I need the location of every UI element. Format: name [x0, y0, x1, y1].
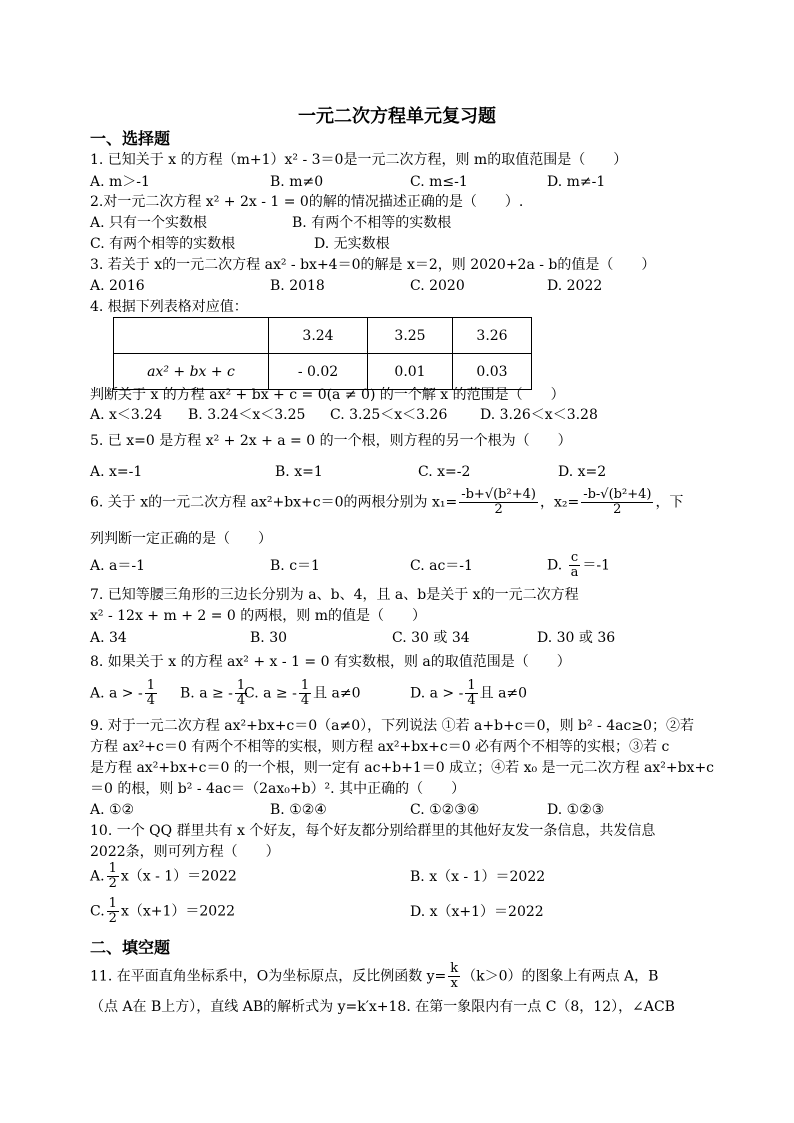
q6-root1 — [459, 488, 538, 517]
q11-line1-pre: 11. 在平面直角坐标系中，O为坐标原点，反比例函数 y= — [90, 968, 447, 985]
table-cell: 0.03 — [453, 354, 532, 390]
q1-option-b: B. m≠0 — [270, 174, 324, 190]
q6-stem-post: ，下 — [655, 494, 684, 511]
q8-c-den: 4 — [300, 693, 310, 708]
q6-option-d — [547, 551, 610, 580]
q10-a-fraction — [107, 862, 119, 891]
q6-option-b: B. c＝1 — [270, 558, 320, 574]
table-cell: 0.01 — [368, 354, 453, 390]
q5-option-b: B. x=1 — [275, 464, 323, 480]
table-cell: 3.25 — [368, 318, 453, 354]
q6-root2-numerator: -b-√(b²+4) — [583, 487, 652, 502]
q5-stem: 5. 已 x=0 是方程 x² + 2x + a = 0 的一个根，则方程的另一个根为（ ） — [90, 433, 572, 449]
q10-option-a — [90, 862, 237, 891]
q9-option-d: D. ①②③ — [547, 802, 605, 818]
table-cell — [114, 318, 269, 354]
q10-c-fraction — [107, 897, 119, 926]
q6-d-denominator: a — [570, 565, 579, 580]
q3-option-b: B. 2018 — [270, 278, 325, 294]
q5-option-d: D. x=2 — [558, 464, 607, 480]
q8-b-pre: B. a ≥ - — [180, 685, 233, 702]
q8-d-pre: D. a > - — [410, 685, 464, 702]
q8-option-d — [410, 679, 527, 708]
q3-option-d: D. 2022 — [547, 278, 603, 294]
q4-option-b: B. 3.24＜x＜3.25 — [188, 407, 306, 423]
q8-option-a — [90, 679, 159, 708]
table-row — [114, 354, 532, 390]
q11-line1 — [90, 962, 658, 991]
q3-stem: 3. 若关于 x的一元二次方程 ax² - bx+4＝0的解是 x＝2，则 2020+2a - b的值是（ ） — [90, 257, 656, 273]
table-cell: ax² + bx + c — [114, 354, 269, 390]
q9-option-b: B. ①②④ — [270, 802, 327, 818]
q6-option-d-fraction — [569, 551, 581, 580]
q10-option-c — [90, 897, 235, 926]
q8-c-pre: C. a ≥ - — [244, 685, 297, 702]
q2-stem: 2.对一元二次方程 x² + 2x - 1 = 0的解的情况描述正确的是（ ）. — [90, 194, 524, 210]
q9-line3: 是方程 ax²+bx+c＝0 的一个根，则一定有 ac+b+1＝0 成立；④若 x₀ 是一元二次方程 ax²+bx+c — [90, 760, 715, 776]
q8-c-fraction — [299, 679, 311, 708]
q9-option-c: C. ①②③④ — [410, 802, 480, 818]
q9-line2: 方程 ax²+c＝0 有两个不相等的实根，则方程 ax²+bx+c＝0 必有两个不相等的实根；③若 c — [90, 739, 670, 755]
section-heading-choice: 一、选择题 — [90, 129, 171, 148]
q9-line4: ＝0 的根，则 b² - 4ac＝（2ax₀+b）². 其中正确的（ ） — [90, 781, 466, 797]
q10-c-post: x（x+1）＝2022 — [120, 903, 236, 920]
q8-a-den: 4 — [146, 693, 155, 708]
q8-d-den: 4 — [467, 693, 476, 708]
q7-line2: x² - 12x + m + 2 = 0 的两根，则 m的值是（ ） — [90, 608, 427, 624]
q6-line2: 列判断一定正确的是（ ） — [90, 531, 272, 547]
q2-option-a: A. 只有一个实数根 — [90, 215, 208, 231]
q10-c-den: 2 — [108, 911, 117, 926]
q10-line2: 2022条，则可列方程（ ） — [90, 844, 280, 860]
q4-option-d: D. 3.26＜x＜3.28 — [480, 407, 598, 423]
q11-k-fraction — [448, 962, 460, 991]
q10-line1: 10. 一个 QQ 群里共有 x 个好友，每个好友都分别给群里的其他好友发一条信息，共发信息 — [90, 823, 656, 839]
q6-root2-denominator: 2 — [613, 502, 622, 517]
table-cell: - 0.02 — [269, 354, 368, 390]
q8-a-fraction — [145, 679, 157, 708]
q11-line2: （点 A在 B上方），直线 AB的解析式为 y=k′x+18. 在第一象限内有一点 C（8，12），∠ACB — [90, 999, 675, 1015]
q10-a-pre: A. — [90, 868, 105, 885]
q8-stem: 8. 如果关于 x 的方程 ax² + x - 1 = 0 有实数根，则 a的取值范围是（ ） — [90, 654, 571, 670]
q6-option-a: A. a＝-1 — [90, 558, 145, 574]
q8-option-b — [180, 679, 249, 708]
q4-value-table — [113, 317, 532, 390]
q11-k-den: x — [450, 976, 458, 991]
q6-stem — [90, 488, 683, 517]
q8-d-fraction — [465, 679, 477, 708]
q10-a-num: 1 — [108, 861, 117, 876]
q1-option-a: A. m＞-1 — [90, 174, 150, 190]
q6-root1-numerator: -b+√(b²+4) — [461, 487, 536, 502]
q8-d-num: 1 — [467, 678, 476, 693]
q6-option-d-post: ＝-1 — [582, 557, 611, 574]
q2-option-d: D. 无实数根 — [314, 236, 390, 252]
q2-option-b: B. 有两个不相等的实数根 — [292, 215, 452, 231]
q10-option-d: D. x（x+1）＝2022 — [410, 904, 544, 920]
section-heading-fill: 二、填空题 — [90, 938, 171, 957]
q9-option-a: A. ①② — [90, 802, 135, 818]
q3-option-c: C. 2020 — [410, 278, 465, 294]
q1-option-d: D. m≠-1 — [547, 174, 606, 190]
q6-root1-denominator: 2 — [494, 502, 503, 517]
q8-a-num: 1 — [146, 678, 155, 693]
q5-option-a: A. x=-1 — [90, 464, 143, 480]
q7-option-c: C. 30 或 34 — [392, 630, 470, 646]
table-cell: 3.24 — [269, 318, 368, 354]
q8-d-post: 且 a≠0 — [479, 685, 528, 702]
q7-line1: 7. 已知等腰三角形的三边长分别为 a、b、4，且 a、b是关于 x的一元二次方程 — [90, 587, 579, 603]
q1-option-c: C. m≤-1 — [410, 174, 468, 190]
q3-option-a: A. 2016 — [90, 278, 145, 294]
q8-b-num: 1 — [236, 678, 246, 693]
q10-c-pre: C. — [90, 903, 105, 920]
q4-option-a: A. x＜3.24 — [90, 407, 163, 423]
q6-mid: ，x₂= — [539, 494, 580, 511]
page-title: 一元二次方程单元复习题 — [298, 106, 496, 127]
q10-a-post: x（x - 1）＝2022 — [120, 868, 237, 885]
q10-option-b: B. x（x - 1）＝2022 — [410, 869, 546, 885]
q2-option-c: C. 有两个相等的实数根 — [90, 236, 236, 252]
q11-k-num: k — [450, 961, 459, 976]
q8-a-pre: A. a > - — [90, 685, 143, 702]
q4-option-c: C. 3.25＜x＜3.26 — [330, 407, 448, 423]
q8-c-post: 且 a≠0 — [313, 685, 361, 702]
q4-stem: 4. 根据下列表格对应值： — [90, 299, 248, 315]
q6-d-numerator: c — [569, 551, 581, 566]
q8-c-num: 1 — [300, 678, 310, 693]
q7-option-a: A. 34 — [90, 630, 127, 646]
table-cell: 3.26 — [453, 318, 532, 354]
q10-c-num: 1 — [108, 896, 117, 911]
table-row — [114, 318, 532, 354]
q6-root2 — [581, 488, 653, 517]
q7-option-b: B. 30 — [250, 630, 288, 646]
q6-option-d-pre: D. — [547, 557, 567, 574]
q5-option-c: C. x=-2 — [418, 464, 471, 480]
q11-line1-post: （k＞0）的图象上有两点 A，B — [462, 968, 659, 985]
q6-stem-pre: 6. 关于 x的一元二次方程 ax²+bx+c＝0的两根分别为 x₁= — [90, 494, 458, 511]
q8-option-c — [244, 679, 361, 708]
q10-a-den: 2 — [108, 876, 117, 891]
q1-stem: 1. 已知关于 x 的方程（m+1）x² - 3＝0是一元二次方程，则 m的取值范围是（ ） — [90, 152, 628, 168]
q7-option-d: D. 30 或 36 — [537, 630, 616, 646]
q6-option-c: C. ac＝-1 — [410, 558, 473, 574]
q8-b-den: 4 — [236, 693, 246, 708]
q9-line1: 9. 对于一元二次方程 ax²+bx+c＝0（a≠0），下列说法 ①若 a+b+c＝0，则 b² - 4ac≥0；②若 — [90, 718, 694, 734]
q4-judge: 判断关于 x 的方程 ax² + bx + c = 0(a ≠ 0) 的一个解 x 的范围是（ ） — [90, 387, 565, 403]
